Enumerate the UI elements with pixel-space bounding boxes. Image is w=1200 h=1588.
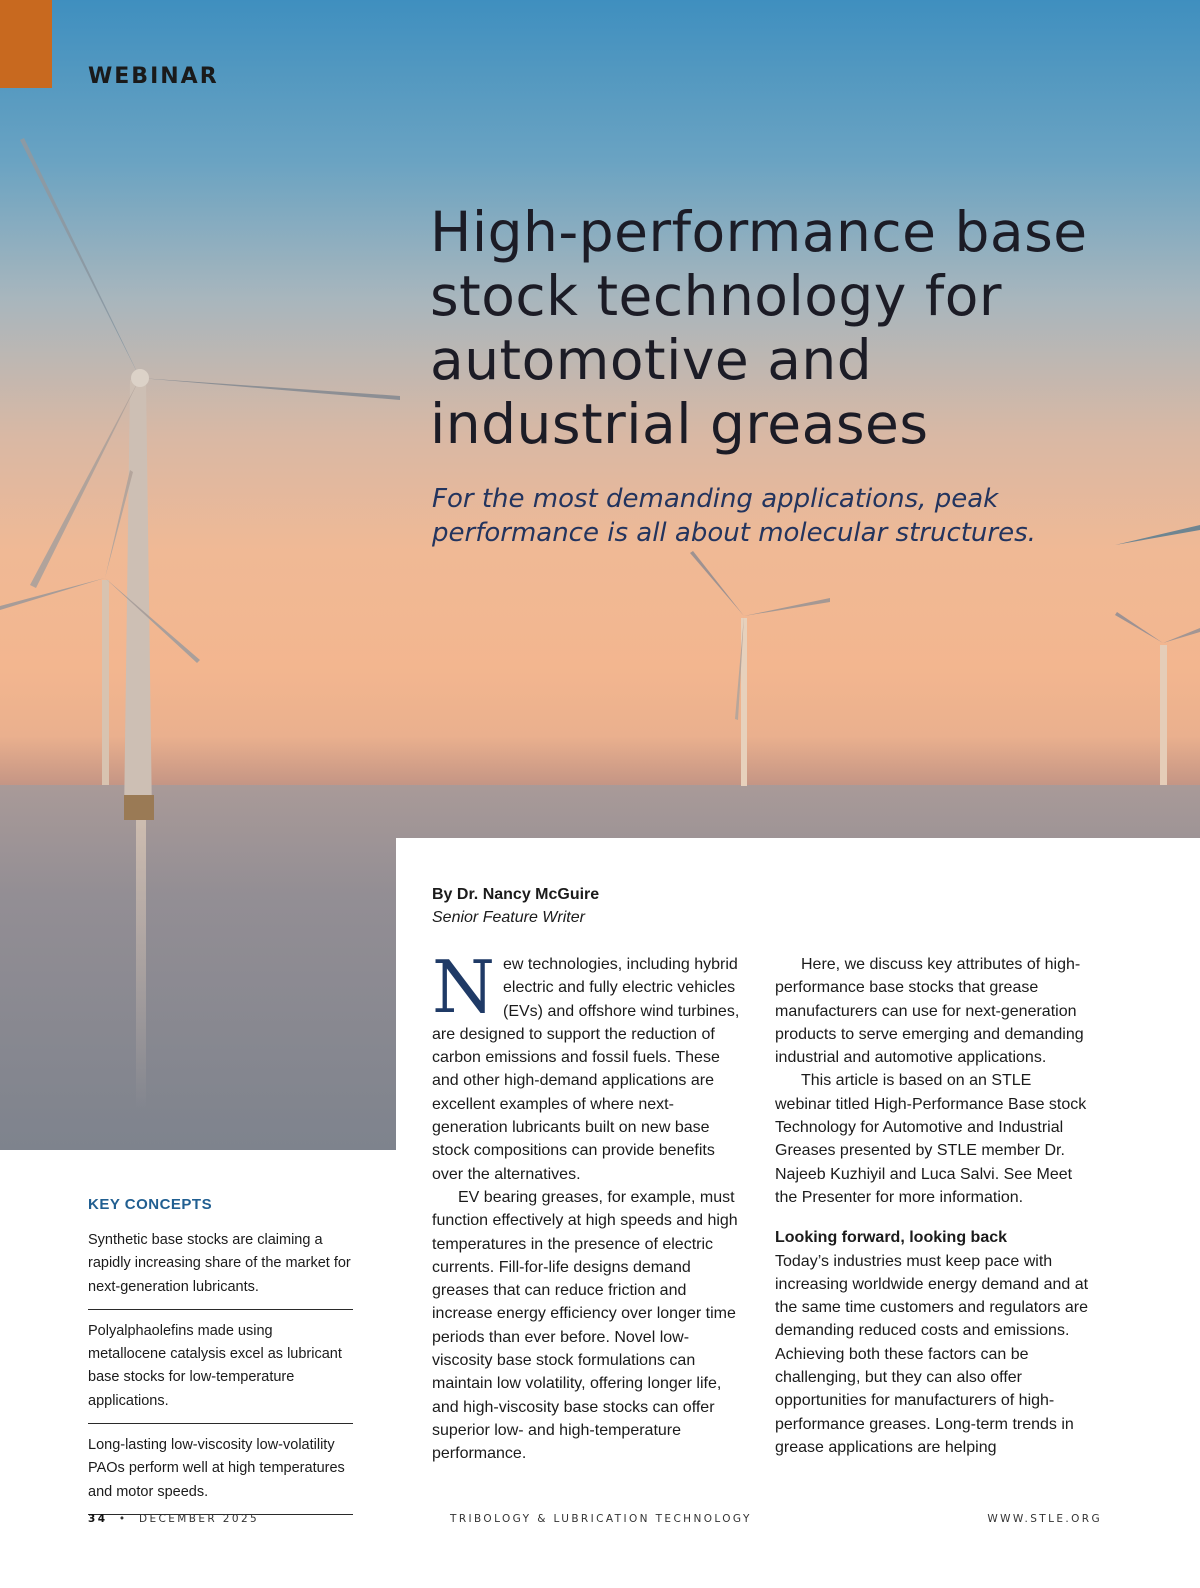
body-paragraph: Here, we discuss key attributes of high-performance base stocks that grease manufacturers can use for next-generation products to serve emerging and demanding industrial and automotive applications.	[775, 956, 1084, 1067]
section-color-tab	[0, 0, 52, 88]
drop-cap: N	[432, 945, 495, 1029]
author-name: By Dr. Nancy McGuire	[432, 886, 600, 903]
publication-name: TRIBOLOGY & LUBRICATION TECHNOLOGY	[450, 1513, 752, 1525]
footer-left	[88, 1513, 259, 1525]
section-subhead: Looking forward, looking back	[775, 1229, 1008, 1247]
key-concept-item: Long-lasting low-viscosity low-volatility PAOs perform well at high temperatures and motor speeds.	[88, 1434, 353, 1515]
body-paragraph: ew technologies, including hybrid electric and fully electric vehicles (EVs) and offshore wind turbines, are designed to support the reduction of carbon emissions and fossil fuels. These and other high-demand applications are excellent examples of where next-generation lubricants built on new base stock compositions can provide benefits over the alternatives.	[432, 956, 740, 1183]
key-concepts-box	[88, 1196, 353, 1525]
body-column-1	[432, 945, 742, 1466]
website-link[interactable]: WWW.STLE.ORG	[987, 1513, 1102, 1525]
author-role: Senior Feature Writer	[432, 909, 585, 926]
section-label: WEBINAR	[88, 64, 219, 89]
article-title: High-performance base stock technology for automotive and industrial greases	[430, 200, 1088, 456]
issue-date: DECEMBER 2025	[138, 1513, 260, 1525]
body-column-2	[775, 953, 1090, 1459]
article-deck: For the most demanding applications, peak performance is all about molecular structures.	[432, 484, 1036, 548]
key-concept-item: Polyalphaolefins made using metallocene catalysis excel as lubricant base stocks for low-temperature applications.	[88, 1320, 353, 1424]
body-paragraph: Today’s industries must keep pace with increasing worldwide energy demand and at the same time customers and regulators are demanding reduced costs and emissions. Achieving both these factors can be challenging, but they can also offer opportunities for manufacturers of high-performance greases. Long-term trends in grease applications are helping	[775, 1252, 1089, 1456]
byline	[432, 883, 599, 929]
body-paragraph: EV bearing greases, for example, must function effectively at high speeds and high temperatures in the presence of electric currents. Fill-for-life designs demand greases that can reduce friction and increase energy efficiency over longer time periods than ever before. Novel low-viscosity base stock formulations can maintain low volatility, offering longer life, and high-viscosity base stocks can offer superior low- and high-temperature performance.	[432, 1188, 738, 1463]
key-concept-item: Synthetic base stocks are claiming a rapidly increasing share of the market for next-generation lubricants.	[88, 1229, 353, 1310]
page-number: 34	[88, 1513, 108, 1525]
footer-separator: •	[118, 1513, 128, 1525]
key-concepts-heading: KEY CONCEPTS	[88, 1196, 213, 1213]
body-paragraph: This article is based on an STLE webinar titled High-Performance Base stock Technology for Automotive and Industrial Greases presented by STLE member Dr. Najeeb Kuzhiyil and Luca Salvi. See Meet the Presenter for more information.	[775, 1072, 1087, 1206]
